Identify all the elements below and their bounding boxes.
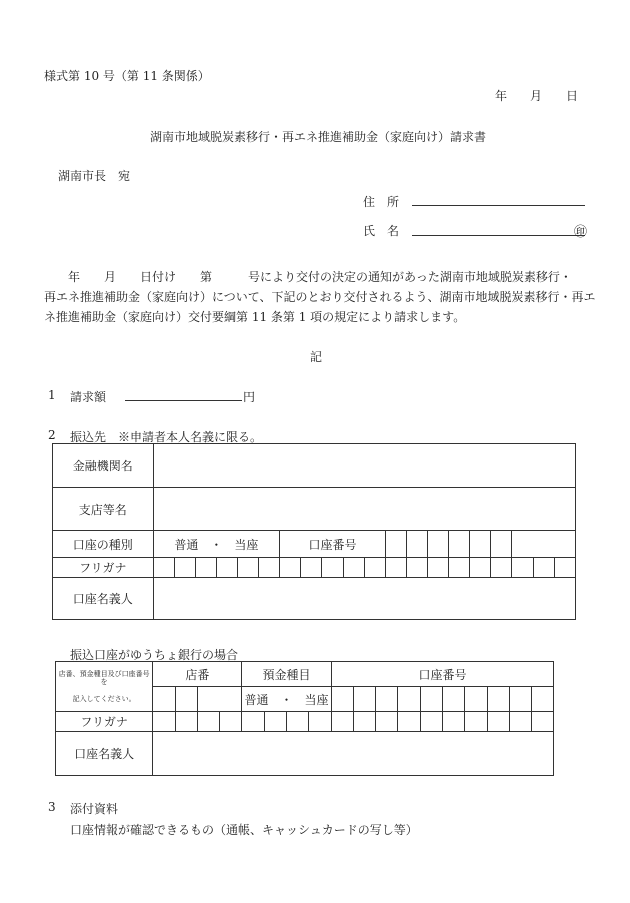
body-line-3: ネ推進補助金（家庭向け）交付要綱第 11 条第 1 項の規定により請求します。: [44, 310, 466, 324]
yucho-account-digit[interactable]: [353, 687, 375, 712]
deposit-type-options[interactable]: 普通 ・ 当座: [242, 687, 331, 712]
store-number-digit[interactable]: [153, 687, 175, 712]
address-label: 住 所: [363, 195, 400, 209]
section3-number: 3: [48, 800, 56, 814]
yucho-furigana-cell[interactable]: [487, 712, 509, 732]
section1-number: 1: [48, 388, 56, 402]
furigana-cell[interactable]: [174, 558, 195, 578]
yucho-furigana-cell[interactable]: [353, 712, 375, 732]
ki-heading: 記: [310, 350, 323, 364]
body-line-1: 年 月 日付け 第 号により交付の決定の通知があった湖南市地域脱炭素移行・: [44, 270, 572, 284]
yucho-title: 振込口座がゆうちょ銀行の場合: [70, 648, 239, 662]
yucho-furigana-cell[interactable]: [465, 712, 487, 732]
furigana-cell[interactable]: [216, 558, 237, 578]
addressee: 湖南市長 宛: [58, 169, 131, 183]
furigana-cell[interactable]: [280, 558, 301, 578]
furigana-cell[interactable]: [259, 558, 280, 578]
yucho-furigana-cell[interactable]: [420, 712, 442, 732]
holder-field[interactable]: [153, 578, 575, 620]
yucho-furigana-cell[interactable]: [175, 712, 197, 732]
form-number: 様式第 10 号（第 11 条関係）: [44, 69, 210, 83]
account-number-digit[interactable]: [427, 531, 448, 558]
yucho-account-digit[interactable]: [532, 687, 554, 712]
holder-label: 口座名義人: [53, 578, 154, 620]
furigana-cell[interactable]: [491, 558, 512, 578]
yucho-furigana-cell[interactable]: [398, 712, 420, 732]
document-title: 湖南市地域脱炭素移行・再エネ推進補助金（家庭向け）請求書: [150, 130, 487, 144]
yucho-furigana-cell[interactable]: [532, 712, 554, 732]
deposit-type-label: 預金種目: [242, 662, 331, 687]
yucho-furigana-cell[interactable]: [153, 712, 175, 732]
yucho-account-digit[interactable]: [509, 687, 531, 712]
yucho-furigana-cell[interactable]: [331, 712, 353, 732]
account-type-options[interactable]: 普通 ・ 当座: [153, 531, 280, 558]
address-field[interactable]: [412, 205, 585, 206]
furigana-cell[interactable]: [470, 558, 491, 578]
bank-account-table: [52, 443, 576, 620]
yucho-account-table: [55, 661, 578, 776]
furigana-cell[interactable]: [449, 558, 470, 578]
claim-amount-unit: 円: [243, 390, 256, 404]
section3-detail: 口座情報が確認できるもの（通帳、キャッシュカードの写し等）: [70, 823, 418, 837]
account-type-label: 口座の種別: [53, 531, 154, 558]
furigana-cell[interactable]: [427, 558, 448, 578]
furigana-cell[interactable]: [238, 558, 259, 578]
furigana-cell[interactable]: [554, 558, 575, 578]
furigana-cell[interactable]: [301, 558, 322, 578]
furigana-label: フリガナ: [53, 558, 154, 578]
store-number-label: 店番: [153, 662, 242, 687]
yucho-furigana-label: フリガナ: [56, 712, 153, 732]
yucho-note-line-2: 記入してください。: [72, 694, 136, 703]
yucho-furigana-cell[interactable]: [286, 712, 308, 732]
date-day: 日: [566, 89, 579, 103]
furigana-cell[interactable]: [512, 558, 533, 578]
branch-field[interactable]: [153, 488, 575, 531]
furigana-cell[interactable]: [533, 558, 554, 578]
yucho-account-digit[interactable]: [376, 687, 398, 712]
account-number-digit[interactable]: [449, 531, 470, 558]
yucho-furigana-cell[interactable]: [242, 712, 264, 732]
yucho-account-digit[interactable]: [487, 687, 509, 712]
yucho-furigana-cell[interactable]: [220, 712, 242, 732]
furigana-cell[interactable]: [195, 558, 216, 578]
furigana-cell[interactable]: [343, 558, 364, 578]
section1-label: 請求額: [70, 390, 107, 404]
name-field[interactable]: [412, 235, 585, 236]
yucho-furigana-cell[interactable]: [509, 712, 531, 732]
yucho-furigana-cell[interactable]: [376, 712, 398, 732]
yucho-instruction: [56, 662, 153, 712]
yucho-furigana-cell[interactable]: [264, 712, 286, 732]
yucho-account-digit[interactable]: [331, 687, 353, 712]
date-month: 月: [530, 89, 543, 103]
yucho-account-digit[interactable]: [398, 687, 420, 712]
furigana-cell[interactable]: [385, 558, 406, 578]
seal-mark: ㊞: [574, 225, 588, 240]
account-number-digit[interactable]: [406, 531, 427, 558]
yucho-account-number-label: 口座番号: [331, 662, 554, 687]
account-number-digit[interactable]: [470, 531, 491, 558]
yucho-furigana-cell[interactable]: [309, 712, 331, 732]
yucho-furigana-cell[interactable]: [197, 712, 219, 732]
institution-label: 金融機関名: [53, 444, 154, 488]
claim-amount-field[interactable]: [125, 400, 242, 401]
store-number-digit[interactable]: [175, 687, 197, 712]
yucho-account-digit[interactable]: [442, 687, 464, 712]
yucho-account-digit[interactable]: [465, 687, 487, 712]
section3-label: 添付資料: [70, 802, 119, 816]
institution-field[interactable]: [153, 444, 575, 488]
account-number-label: 口座番号: [280, 531, 386, 558]
section2-label: 振込先 ※申請者本人名義に限る。: [70, 430, 263, 444]
body-line-2: 再エネ推進補助金（家庭向け）について、下記のとおり交付されるよう、湖南市地域脱炭素移行・再エ: [44, 290, 596, 304]
yucho-account-digit[interactable]: [420, 687, 442, 712]
branch-label: 支店等名: [53, 488, 154, 531]
account-number-digit[interactable]: [491, 531, 512, 558]
date-year: 年: [495, 89, 508, 103]
furigana-cell[interactable]: [322, 558, 343, 578]
furigana-cell[interactable]: [406, 558, 427, 578]
yucho-holder-field[interactable]: [153, 732, 554, 776]
section2-number: 2: [48, 428, 56, 442]
name-label: 氏 名: [363, 224, 400, 238]
furigana-cell[interactable]: [153, 558, 174, 578]
account-number-digit[interactable]: [385, 531, 406, 558]
yucho-holder-label: 口座名義人: [56, 732, 153, 776]
yucho-furigana-cell[interactable]: [442, 712, 464, 732]
store-number-digit[interactable]: [197, 687, 242, 712]
account-number-digit[interactable]: [512, 531, 576, 558]
furigana-cell[interactable]: [364, 558, 385, 578]
yucho-note-line-1: 店番、預金種目及び口座番号を: [58, 669, 150, 687]
